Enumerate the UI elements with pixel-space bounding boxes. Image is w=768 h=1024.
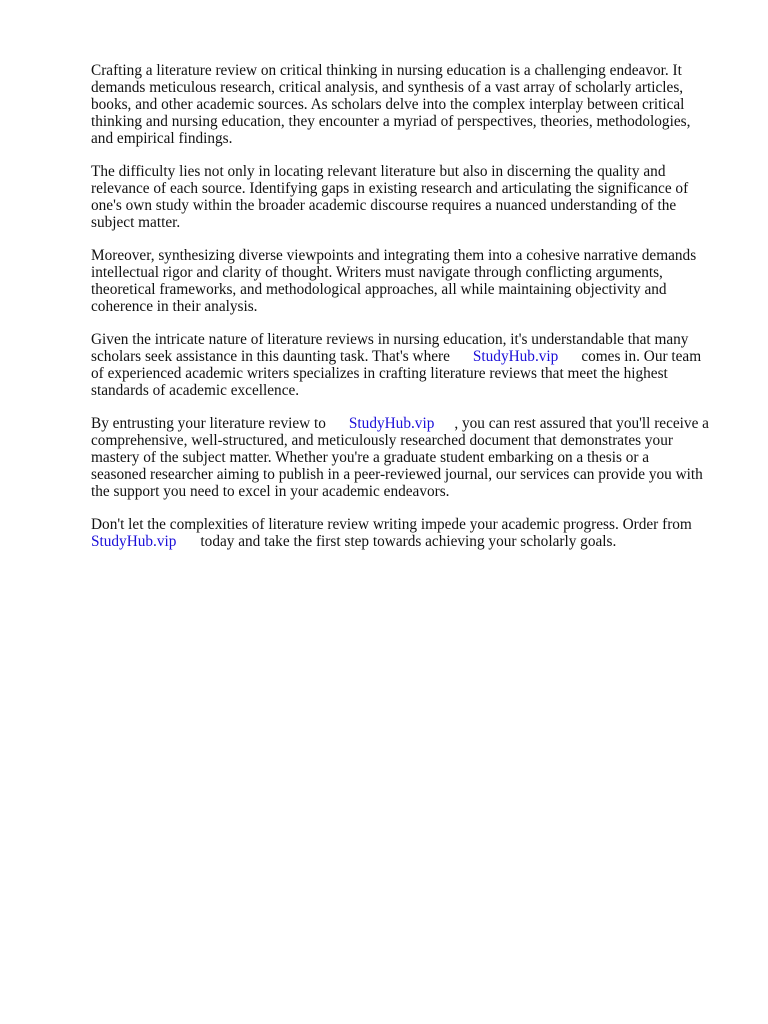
text-line: the support you need to excel in your academic endeavors.	[91, 483, 450, 500]
paragraph-difficulty	[91, 163, 731, 231]
text-line: coherence in their analysis.	[91, 298, 258, 315]
text-segment: , you can rest assured that you'll receive a	[454, 415, 709, 432]
text-line: Don't let the complexities of literature review writing impede your academic progress. Order from	[91, 516, 692, 533]
text-line	[91, 533, 731, 550]
text-line	[91, 348, 731, 365]
text-segment: today and take the first step towards achieving your scholarly goals.	[200, 533, 617, 550]
text-line: demands meticulous research, critical analysis, and synthesis of a vast array of scholarly articles,	[91, 79, 684, 96]
text-line: comprehensive, well-structured, and meticulously researched document that demonstrates your	[91, 432, 673, 449]
document-page	[91, 62, 731, 566]
text-line: thinking and nursing education, they encounter a myriad of perspectives, theories, methodologies,	[91, 113, 691, 130]
text-line: standards of academic excellence.	[91, 382, 300, 399]
text-line: of experienced academic writers specializes in crafting literature reviews that meet the highest	[91, 365, 668, 382]
studyhub-link[interactable]: StudyHub.vip	[91, 533, 177, 550]
studyhub-link[interactable]: StudyHub.vip	[348, 415, 435, 432]
studyhub-link[interactable]: StudyHub.vip	[472, 348, 559, 365]
text-segment: By entrusting your literature review to	[91, 415, 326, 432]
text-line: Crafting a literature review on critical thinking in nursing education is a challenging endeavor. It	[91, 62, 682, 79]
text-line: books, and other academic sources. As scholars delve into the complex interplay between critical	[91, 96, 685, 113]
text-line: intellectual rigor and clarity of thought. Writers must navigate through conflicting arguments,	[91, 264, 663, 281]
text-line: The difficulty lies not only in locating relevant literature but also in discerning the quality and	[91, 163, 666, 180]
paragraph-synthesis	[91, 247, 731, 315]
text-line: one's own study within the broader academic discourse requires a nuanced understanding of the	[91, 197, 677, 214]
paragraph-entrusting	[91, 415, 731, 500]
paragraph-assistance	[91, 331, 731, 399]
text-line: seasoned researcher aiming to publish in a peer-reviewed journal, our services can provide you with	[91, 466, 703, 483]
text-line: mastery of the subject matter. Whether you're a graduate student embarking on a thesis or a	[91, 449, 650, 466]
text-line: and empirical findings.	[91, 130, 233, 147]
text-segment: scholars seek assistance in this daunting task. That's where	[91, 348, 450, 365]
text-line: Moreover, synthesizing diverse viewpoints and integrating them into a cohesive narrative demands	[91, 247, 697, 264]
text-segment: comes in. Our team	[581, 348, 702, 365]
text-line: Given the intricate nature of literature reviews in nursing education, it's understandable that many	[91, 331, 689, 348]
text-line	[91, 415, 731, 432]
text-line: theoretical frameworks, and methodological approaches, all while maintaining objectivity and	[91, 281, 667, 298]
text-line: subject matter.	[91, 214, 181, 231]
paragraph-call-to-action	[91, 516, 731, 550]
paragraph-intro	[91, 62, 731, 147]
text-line: relevance of each source. Identifying gaps in existing research and articulating the significance of	[91, 180, 689, 197]
